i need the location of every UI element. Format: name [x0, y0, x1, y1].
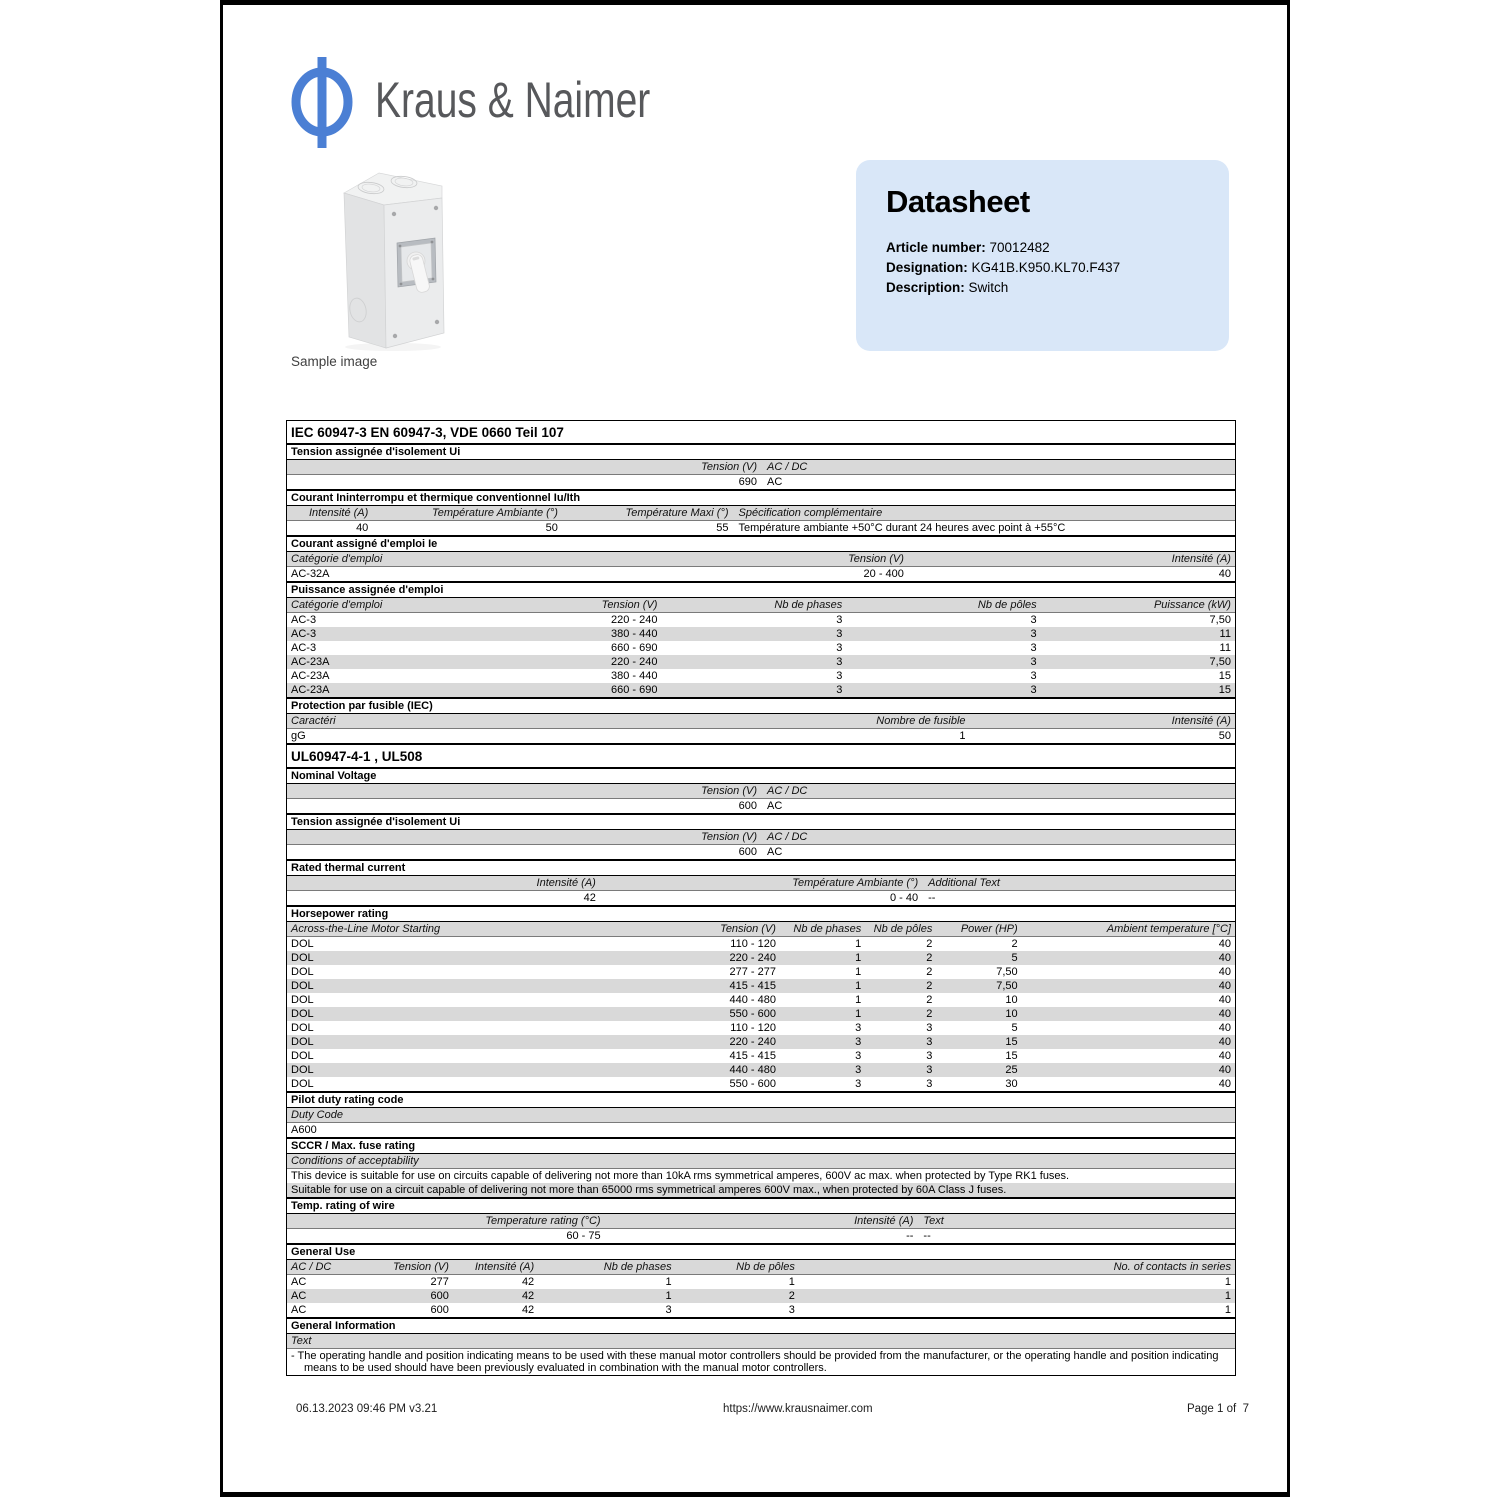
table-row	[287, 1077, 1235, 1091]
infobox-field-value: Switch	[964, 280, 1009, 295]
table-row	[287, 937, 1235, 951]
table-row	[287, 669, 1235, 683]
table-cell: 220 - 240	[729, 952, 776, 964]
table-cell: DOL	[291, 1008, 314, 1020]
table-cell: A600	[291, 1124, 317, 1136]
table-cell: 2	[1011, 938, 1018, 950]
table-subsection-header: Temp. rating of wire	[287, 1197, 1235, 1214]
table-cell: 220 - 240	[610, 656, 658, 668]
table-cell: 40	[1218, 1078, 1231, 1090]
table-cell: 1	[1224, 1304, 1231, 1316]
table-cell: 15	[1218, 670, 1231, 682]
table-cell: 50	[1218, 730, 1231, 742]
document-page	[220, 0, 1290, 1497]
table-column-header-row	[287, 1260, 1235, 1275]
table-cell: 3	[836, 684, 843, 696]
table-cell: 2	[788, 1290, 795, 1302]
table-cell: 660 - 690	[610, 642, 658, 654]
table-cell: Ambient temperature [°C]	[1106, 923, 1231, 935]
table-column-header-row	[287, 598, 1235, 613]
table-column-header-row	[287, 876, 1235, 891]
table-cell: 40	[1218, 994, 1231, 1006]
table-cell: Puissance (kW)	[1153, 599, 1231, 611]
infobox-field-label: Description:	[886, 280, 965, 295]
table-cell: 415 - 415	[729, 980, 776, 992]
table-cell: Nb de pôles	[873, 923, 933, 935]
table-row	[287, 799, 1235, 813]
table-cell: 600	[430, 1304, 449, 1316]
table-cell: 15	[1005, 1036, 1018, 1048]
table-cell: 10	[1005, 994, 1018, 1006]
table-row	[287, 1035, 1235, 1049]
table-cell: Température Maxi (°)	[625, 507, 729, 519]
table-cell: AC	[291, 1276, 307, 1288]
table-cell: Across-the-Line Motor Starting	[291, 923, 441, 935]
table-row	[287, 683, 1235, 697]
table-row	[287, 1007, 1235, 1021]
footer-date-version: 06.13.2023 09:46 PM v3.21	[296, 1403, 438, 1415]
table-cell: Intensité (A)	[536, 877, 596, 889]
table-cell: AC-32A	[291, 568, 330, 580]
table-cell: 30	[1005, 1078, 1018, 1090]
table-cell: 3	[1030, 656, 1037, 668]
table-cell: Tension (V)	[701, 461, 757, 473]
table-cell: 3	[855, 1050, 862, 1062]
table-cell: DOL	[291, 1064, 314, 1076]
table-cell: 3	[1030, 628, 1037, 640]
table-cell: AC-23A	[291, 670, 330, 682]
table-row	[287, 641, 1235, 655]
table-cell: 600	[738, 800, 757, 812]
table-cell: 1	[665, 1290, 672, 1302]
table-row	[287, 627, 1235, 641]
table-cell: DOL	[291, 1078, 314, 1090]
table-cell: 11	[1219, 628, 1231, 640]
table-row	[287, 965, 1235, 979]
table-subsection-header: General Use	[287, 1243, 1235, 1260]
table-cell: AC-3	[291, 628, 317, 640]
table-cell: Tension (V)	[720, 923, 776, 935]
table-cell: Température Ambiante (°)	[432, 507, 558, 519]
table-cell: 1	[855, 952, 862, 964]
table-cell: Duty Code	[291, 1109, 343, 1121]
footer-url[interactable]: https://www.krausnaimer.com	[723, 1403, 873, 1415]
table-column-header-row	[287, 552, 1235, 567]
table-column-header-row	[287, 1214, 1235, 1229]
table-cell: 1	[855, 966, 862, 978]
table-cell: Caractéri	[291, 715, 336, 727]
infobox-field-label: Designation:	[886, 260, 968, 275]
table-cell: 3	[1030, 670, 1037, 682]
table-column-header-row	[287, 460, 1235, 475]
table-cell: 277 - 277	[729, 966, 776, 978]
table-cell: Intensité (A)	[1171, 715, 1231, 727]
table-cell: - The operating handle and position indicating means to be used with these manual motor controllers should be provided from the manufacturer, or the operating handle and position indicating means to be used should have been previously evaluated in combination with the manual motor controllers.	[291, 1350, 1219, 1374]
brand-name: Kraus & Naimer	[375, 72, 651, 128]
table-cell: 40	[1218, 980, 1231, 992]
table-column-header-row	[287, 506, 1235, 521]
spec-table	[286, 420, 1236, 1376]
table-row	[287, 951, 1235, 965]
table-cell: 15	[1005, 1050, 1018, 1062]
table-cell: Power (HP)	[960, 923, 1018, 935]
table-cell: 1	[855, 980, 862, 992]
table-cell: 3	[926, 1050, 933, 1062]
table-row	[287, 1063, 1235, 1077]
table-cell: 50	[545, 522, 558, 534]
table-cell: This device is suitable for use on circuits capable of delivering not more than 10kA rms symmetrical amperes, 600V ac max. when protected by Type RK1 fuses.	[291, 1170, 1070, 1182]
table-subsection-header: Tension assignée d'isolement Ui	[287, 445, 1235, 460]
table-subsection-header: Nominal Voltage	[287, 769, 1235, 784]
table-subsection-header: Courant assigné d'emploi Ie	[287, 535, 1235, 552]
table-cell: Temperature rating (°C)	[485, 1215, 601, 1227]
table-cell: 3	[1030, 684, 1037, 696]
footer-page-number: Page 1 of 7	[1186, 1403, 1249, 1415]
table-cell: 7,50	[1209, 614, 1231, 626]
table-cell: 1	[1224, 1290, 1231, 1302]
table-cell: Conditions of acceptability	[291, 1155, 419, 1167]
infobox-field-value: 70012482	[985, 240, 1050, 255]
table-subsection-header: Rated thermal current	[287, 859, 1235, 876]
table-cell: 40	[1218, 1050, 1231, 1062]
table-cell: 3	[1030, 614, 1037, 626]
table-cell: 3	[836, 614, 843, 626]
table-cell: AC-3	[291, 642, 317, 654]
table-row	[287, 655, 1235, 669]
table-subsection-header: Horsepower rating	[287, 905, 1235, 922]
table-cell: 2	[926, 980, 933, 992]
table-cell: 660 - 690	[610, 684, 658, 696]
table-cell: 25	[1005, 1064, 1018, 1076]
table-row	[287, 845, 1235, 859]
table-cell: Intensité (A)	[1171, 553, 1231, 565]
infobox-field	[886, 238, 1199, 258]
table-row	[287, 1169, 1235, 1183]
table-cell: 3	[836, 642, 843, 654]
table-row	[287, 1289, 1235, 1303]
table-cell: 220 - 240	[610, 614, 658, 626]
table-cell: DOL	[291, 980, 314, 992]
table-row	[287, 475, 1235, 489]
table-cell: Tension (V)	[601, 599, 658, 611]
table-cell: DOL	[291, 1036, 314, 1048]
table-cell: --	[928, 892, 936, 904]
table-cell: Température Ambiante (°)	[792, 877, 919, 889]
table-cell: Intensité (A)	[854, 1215, 914, 1227]
table-cell: Tension (V)	[701, 831, 757, 843]
table-cell: Text	[923, 1215, 944, 1227]
infobox-field	[886, 278, 1199, 298]
table-cell: 3	[926, 1078, 933, 1090]
table-cell: 3	[926, 1064, 933, 1076]
table-column-header-row	[287, 1334, 1235, 1349]
infobox-field-value: KG41B.K950.KL70.F437	[967, 260, 1121, 275]
table-row	[287, 1229, 1235, 1243]
table-cell: 1	[855, 938, 862, 950]
table-cell: Spécification complémentaire	[738, 507, 883, 519]
table-cell: 7,50	[996, 966, 1018, 978]
table-cell: 1	[665, 1276, 672, 1288]
table-cell: Nb de pôles	[736, 1261, 795, 1273]
table-cell: 11	[1219, 642, 1231, 654]
table-cell: 3	[855, 1078, 862, 1090]
table-cell: Catégorie d'emploi	[291, 599, 383, 611]
table-cell: DOL	[291, 1050, 314, 1062]
table-cell: 5	[1011, 952, 1018, 964]
table-cell: No. of contacts in series	[1113, 1261, 1231, 1273]
table-cell: 3	[855, 1064, 862, 1076]
table-cell: 1	[959, 730, 966, 742]
table-row	[287, 979, 1235, 993]
table-cell: 1	[788, 1276, 795, 1288]
table-cell: 7,50	[1209, 656, 1231, 668]
table-cell: 550 - 600	[729, 1008, 776, 1020]
phi-logo-icon	[287, 55, 357, 150]
table-cell: AC	[767, 846, 783, 858]
table-row	[287, 729, 1235, 743]
table-row	[287, 1275, 1235, 1289]
table-cell: DOL	[291, 966, 314, 978]
table-cell: 40	[1218, 1064, 1231, 1076]
infobox-fields	[886, 238, 1199, 298]
table-cell: 5	[1011, 1022, 1018, 1034]
table-cell: 415 - 415	[729, 1050, 776, 1062]
table-cell: AC / DC	[767, 461, 808, 473]
table-cell: --	[906, 1230, 914, 1242]
table-cell: 42	[521, 1290, 535, 1302]
table-cell: 380 - 440	[610, 628, 658, 640]
table-cell: 40	[356, 522, 369, 534]
table-cell: 10	[1005, 1008, 1018, 1020]
table-cell: 690	[738, 476, 757, 488]
table-cell: 2	[926, 994, 933, 1006]
table-cell: 550 - 600	[729, 1078, 776, 1090]
table-subsection-header: Protection par fusible (IEC)	[287, 697, 1235, 714]
table-cell: 1	[1224, 1276, 1231, 1288]
table-cell: 440 - 480	[729, 994, 776, 1006]
table-cell: DOL	[291, 994, 314, 1006]
table-column-header-row	[287, 784, 1235, 799]
table-row	[287, 521, 1235, 535]
table-row	[287, 1303, 1235, 1317]
table-section-title: IEC 60947-3 EN 60947-3, VDE 0660 Teil 107	[287, 421, 1235, 445]
table-subsection-header: Tension assignée d'isolement Ui	[287, 813, 1235, 830]
table-cell: 20 - 400	[863, 568, 904, 580]
table-cell: 3	[836, 670, 843, 682]
table-row	[287, 1349, 1235, 1375]
table-cell: Catégorie d'emploi	[291, 553, 383, 565]
infobox-field	[886, 258, 1199, 278]
table-cell: DOL	[291, 938, 314, 950]
table-cell: Nb de pôles	[977, 599, 1037, 611]
table-cell: 42	[521, 1304, 535, 1316]
table-cell: 2	[926, 1008, 933, 1020]
table-column-header-row	[287, 1154, 1235, 1169]
infobox-title: Datasheet	[886, 184, 1030, 219]
table-row	[287, 567, 1235, 581]
table-cell: Nb de phases	[793, 923, 862, 935]
table-cell: 600	[430, 1290, 449, 1302]
table-cell: Nombre de fusible	[876, 715, 966, 727]
table-subsection-header: Puissance assignée d'emploi	[287, 581, 1235, 598]
table-cell: Tension (V)	[393, 1261, 449, 1273]
brand-logo	[287, 55, 728, 150]
table-cell: gG	[291, 730, 306, 742]
product-sample-image	[331, 165, 466, 360]
table-column-header-row	[287, 1108, 1235, 1123]
table-section-title: UL60947-4-1 , UL508	[287, 743, 1235, 769]
table-cell: 3	[1030, 642, 1037, 654]
table-cell: AC-3	[291, 614, 317, 626]
table-cell: AC / DC	[291, 1261, 332, 1273]
table-cell: 40	[1218, 1022, 1231, 1034]
table-subsection-header: Courant Ininterrompu et thermique conventionnel Iu/Ith	[287, 489, 1235, 506]
sample-image-caption: Sample image	[291, 354, 378, 369]
table-cell: 277	[430, 1276, 449, 1288]
table-subsection-header: Pilot duty rating code	[287, 1091, 1235, 1108]
table-cell: 42	[583, 892, 596, 904]
infobox-field-label: Article number:	[886, 240, 986, 255]
table-cell: 40	[1218, 568, 1231, 580]
table-cell: 600	[738, 846, 757, 858]
table-cell: 3	[855, 1022, 862, 1034]
table-cell: 1	[855, 1008, 862, 1020]
table-cell: 2	[926, 938, 933, 950]
table-cell: Nb de phases	[774, 599, 843, 611]
table-cell: Intensité (A)	[474, 1261, 535, 1273]
table-cell: Additional Text	[928, 877, 1000, 889]
table-cell: 40	[1218, 966, 1231, 978]
table-cell: AC	[767, 800, 783, 812]
table-cell: 220 - 240	[729, 1036, 776, 1048]
table-cell: DOL	[291, 952, 314, 964]
table-row	[287, 1123, 1235, 1137]
table-cell: 3	[855, 1036, 862, 1048]
table-cell: 110 - 120	[730, 938, 776, 950]
table-cell: 7,50	[996, 980, 1018, 992]
table-cell: Tension (V)	[848, 553, 904, 565]
table-cell: 40	[1218, 952, 1231, 964]
table-cell: 3	[836, 628, 843, 640]
table-subsection-header: General Information	[287, 1317, 1235, 1334]
table-row	[287, 891, 1235, 905]
table-subsection-header: SCCR / Max. fuse rating	[287, 1137, 1235, 1154]
table-cell: AC / DC	[767, 831, 808, 843]
table-cell: 3	[665, 1304, 672, 1316]
table-row	[287, 1021, 1235, 1035]
table-row	[287, 613, 1235, 627]
table-row	[287, 993, 1235, 1007]
table-cell: 40	[1218, 1036, 1231, 1048]
table-cell: 40	[1218, 938, 1231, 950]
table-cell: 2	[926, 966, 933, 978]
table-cell: Nb de phases	[603, 1261, 672, 1273]
table-cell: AC	[767, 476, 783, 488]
table-cell: Text	[291, 1335, 312, 1347]
table-cell: 3	[788, 1304, 795, 1316]
datasheet-infobox	[856, 160, 1229, 351]
table-cell: Température ambiante +50°C durant 24 heures avec point à +55°C	[738, 522, 1066, 534]
table-cell: Intensité (A)	[309, 507, 369, 519]
table-cell: 0 - 40	[890, 892, 919, 904]
table-cell: Suitable for use on a circuit capable of delivering not more than 65000 rms symmetrical amperes 600V max., when protected by 60A Class J fuses.	[291, 1184, 1007, 1196]
table-cell: 3	[836, 656, 843, 668]
table-cell: 3	[926, 1036, 933, 1048]
table-cell: 55	[716, 522, 729, 534]
table-cell: AC	[291, 1290, 307, 1302]
table-cell: DOL	[291, 1022, 314, 1034]
table-cell: 3	[926, 1022, 933, 1034]
table-row	[287, 1183, 1235, 1197]
table-cell: AC	[291, 1304, 307, 1316]
table-cell: 60 - 75	[566, 1230, 601, 1242]
table-row	[287, 1049, 1235, 1063]
table-cell: 110 - 120	[730, 1022, 776, 1034]
table-column-header-row	[287, 922, 1235, 937]
table-cell: 2	[926, 952, 933, 964]
table-cell: AC-23A	[291, 656, 330, 668]
table-cell: --	[923, 1230, 931, 1242]
table-cell: 1	[855, 994, 862, 1006]
table-cell: 15	[1218, 684, 1231, 696]
table-cell: AC-23A	[291, 684, 330, 696]
table-cell: 42	[521, 1276, 535, 1288]
table-cell: Tension (V)	[701, 785, 757, 797]
table-cell: 380 - 440	[610, 670, 658, 682]
table-column-header-row	[287, 714, 1235, 729]
table-column-header-row	[287, 830, 1235, 845]
table-cell: 40	[1218, 1008, 1231, 1020]
table-cell: AC / DC	[767, 785, 808, 797]
table-cell: 440 - 480	[729, 1064, 776, 1076]
